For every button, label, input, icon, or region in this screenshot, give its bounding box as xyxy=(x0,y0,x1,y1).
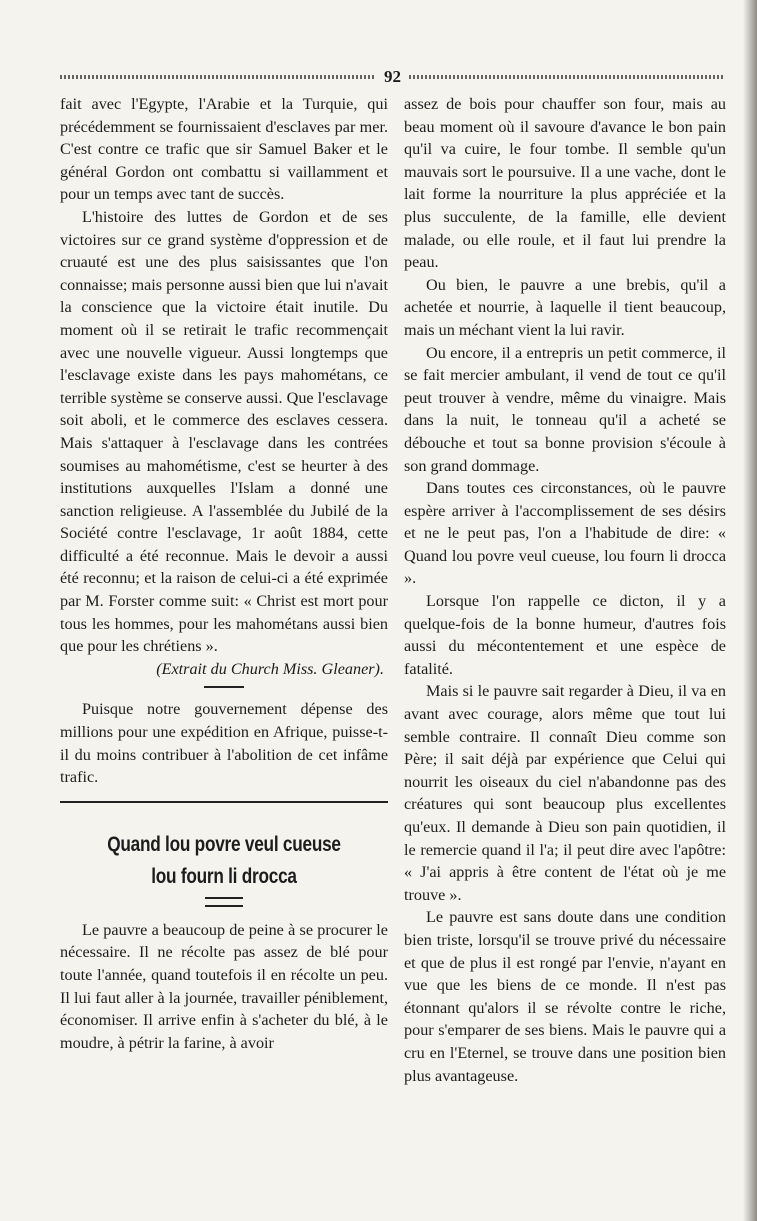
paragraph: Le pauvre est sans doute dans une condition bien triste, lorsqu'il se trouve privé du nécessaire et que de plus il est rongé par l'envie, n'ayant en vue que les biens de ce monde. Il n'est pas étonnant qu'alors il se révolte contre le riche, pour s'emparer de ses biens. Mais le pauvre qui a cru en l'Eternel, se trouve dans une position bien plus avantageuse. xyxy=(404,908,726,1085)
page-header xyxy=(60,66,725,88)
page-edge-shadow xyxy=(743,0,757,1221)
paragraph: Ou bien, le pauvre a une brebis, qu'il a achetée et nourrie, à laquelle il tient beaucoup, mais un méchant vient la lui ravir. xyxy=(404,275,726,339)
header-rule-left xyxy=(60,75,376,79)
paragraph: Dans toutes ces circonstances, où le pauvre espère arriver à l'accomplissement de ses désirs et ne le peut pas, l'on a l'habitude de dire: « Quand lou povre veul cueuse, lou fourn li drocca ». xyxy=(404,479,726,588)
paragraph: fait avec l'Egypte, l'Arabie et la Turquie, qui précédemment se fournissaient d'esclaves par mer. C'est contre ce trafic que sir Samuel Baker et le général Gordon ont combattu si vaillamment et pour un temps avec tant de succès. xyxy=(60,95,388,204)
paragraph: Ou encore, il a entrepris un petit commerce, il se fait mercier ambulant, il vend de tout ce qu'il peut trouver à vendre, même du vinaigre. Mais dans la nuit, le tonneau qu'il a acheté se débouche et tout sa bonne provision s'écoule à son grand dommage. xyxy=(404,343,726,475)
paragraph: Le pauvre a beaucoup de peine à se procurer le nécessaire. Il ne récolte pas assez de blé pour toute l'année, quand toutefois il en récolte un peu. Il lui faut aller à la journée, travailler péniblement, économiser. Il arrive enfin à s'acheter du blé, à le moudre, à pétrir la farine, à avoir xyxy=(60,920,388,1052)
title-ornament-rule xyxy=(205,897,243,907)
paragraph: Mais si le pauvre sait regarder à Dieu, il va en avant avec courage, alors même que tout lui semble contraire. Il connaît Dieu comme son Père; il sait déjà par expérience que Celui qui nourrit les oiseaux du ciel n'abandonne pas des créatures qui sont beaucoup plus excellentes qu'eux. Il demande à Dieu son pain quotidien, il le remercie quand il l'a; il peut dire avec l'apôtre: « J'ai appris à être content de l'état où je me trouve ». xyxy=(404,682,726,904)
paragraph: L'histoire des luttes de Gordon et de ses victoires sur ce grand système d'oppression et de cruauté est une des plus saisissantes que l'on connaisse; mais personne aussi bien que lui n'avait la conscience que la victoire était inutile. Du moment où il se retirait le trafic recommençait avec une nouvelle vigueur. Aussi longtemps que l'esclavage existe dans les pays mahométans, ce terrible système se conserve aussi. Que l'esclavage soit aboli, et le commerce des esclaves cessera. Mais s'attaquer à l'esclavage dans les contrées soumises au mahométisme, c'est se heurter à des institutions auxquelles l'Islam a donné une sanction religieuse. A l'assemblée du Jubilé de la Société contre l'esclavage, 1r août 1884, cette difficulté a été reconnue. Mais le devoir a aussi été reconnu; et la raison de celui-ci a été exprimée par M. Forster comme suit: « Christ est mort pour tous les hommes, pour les mahométans aussi bien que pour les chrétiens ». xyxy=(60,207,388,656)
paragraph: Lorsque l'on rappelle ce dicton, il y a quelque-fois de la bonne humeur, d'autres fois aussi du mécontentement et une espèce de fatalité. xyxy=(404,592,726,678)
article-title-line-2: lou fourn li drocca xyxy=(151,864,297,888)
paragraph: assez de bois pour chauffer son four, mais au beau moment où il savoure d'avance le bon pain qu'il va cuire, le four tombe. Il semble qu'un mauvais sort le poursuive. Il a une vache, dont le lait forme la nourriture la plus appréciée et la plus succulente, de la famille, elle devient malade, ou elle roule, et il faut lui prendre la peau. xyxy=(404,95,726,272)
section-divider xyxy=(204,686,244,688)
article-separator xyxy=(60,801,388,803)
source-citation: (Extrait du Church Miss. Gleaner). xyxy=(156,659,384,678)
left-column xyxy=(60,93,388,1054)
paragraph: Puisque notre gouvernement dépense des millions pour une expédition en Afrique, puisse-t-il du moins contribuer à l'abolition de cet infâme trafic. xyxy=(60,700,388,787)
right-column xyxy=(404,93,726,1087)
page-number: 92 xyxy=(384,67,401,86)
header-rule-right xyxy=(409,75,725,79)
article-title-line-1: Quand lou povre veul cueuse xyxy=(107,832,341,856)
